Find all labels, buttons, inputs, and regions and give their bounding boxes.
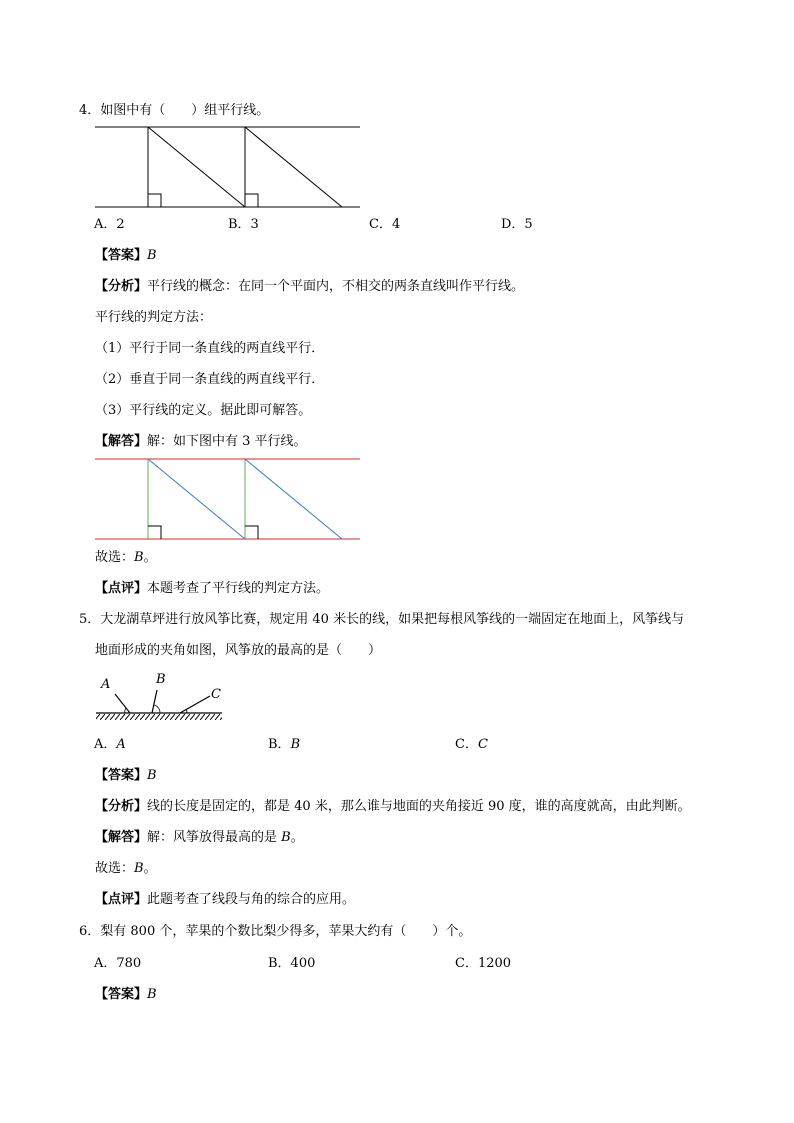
- option-prefix: B．: [268, 737, 291, 752]
- answer-value: B: [147, 248, 157, 263]
- q4-option-d: D．5: [501, 217, 533, 232]
- q5-choose: [95, 861, 157, 877]
- option-value: C: [477, 737, 488, 752]
- q5-ground-hatch: [96, 714, 222, 720]
- comment-text: 本题考查了平行线的判定方法。: [147, 581, 330, 596]
- q5-kite-line-c: [180, 696, 210, 713]
- solution-tag: 【解答】: [95, 434, 148, 449]
- q5-solution: [95, 830, 304, 846]
- choose-value: B: [134, 861, 144, 876]
- choose-suffix: 。: [143, 861, 157, 876]
- comment-tag: 【点评】: [95, 892, 148, 907]
- q6-option-a: A．780: [94, 956, 142, 971]
- solution-text: 解：如下图中有 3 平行线。: [147, 434, 307, 449]
- solution-value: B: [281, 830, 291, 845]
- q5-kite-line-b: [152, 690, 157, 713]
- q5-fig-label-a: A: [101, 677, 111, 692]
- q4-stem: 4．如图中有（ ）组平行线。: [79, 103, 270, 118]
- choose-value: B: [134, 550, 144, 565]
- q5-analysis: [95, 799, 691, 815]
- q5-angle-a: [125, 708, 126, 713]
- option-value: B: [290, 737, 301, 752]
- q5-angle-b: [154, 705, 160, 713]
- q4-method-3: （3）平行线的定义。据此即可解答。: [95, 403, 312, 418]
- comment-text: 此题考查了线段与角的综合的应用。: [147, 892, 356, 907]
- option-prefix: A．: [94, 737, 117, 752]
- solution-suffix: 。: [290, 830, 304, 845]
- q6-answer: [95, 987, 157, 1003]
- answer-tag: 【答案】: [95, 768, 148, 783]
- q5-option-a: [94, 737, 126, 753]
- q6-stem: 6．梨有 800 个，苹果的个数比梨少得多，苹果大约有（ ）个。: [79, 924, 472, 939]
- analysis-text: 线的长度是固定的，都是 40 米，那么谁与地面的夹角接近 90 度，谁的高度就高，由此判断。: [147, 799, 691, 814]
- analysis-tag: 【分析】: [95, 799, 148, 814]
- q5-stem-line2: 地面形成的夹角如图，风筝放的最高的是（ ）: [95, 643, 382, 658]
- analysis-tag: 【分析】: [95, 279, 148, 294]
- q4-option-a: A．2: [94, 217, 125, 232]
- q4-method-title: 平行线的判定方法：: [95, 310, 213, 325]
- option-prefix: C．: [455, 737, 478, 752]
- solution-text: 解：风筝放得最高的是: [147, 830, 282, 845]
- answer-value: B: [147, 987, 157, 1002]
- answer-value: B: [147, 768, 157, 783]
- q4-option-c: C．4: [369, 217, 401, 232]
- q5-option-b: [268, 737, 300, 753]
- comment-tag: 【点评】: [95, 581, 148, 596]
- q4-method-2: （2）垂直于同一条直线的两直线平行．: [95, 372, 325, 387]
- analysis-text: 平行线的概念：在同一个平面内，不相交的两条直线叫作平行线。: [147, 279, 525, 294]
- q5-fig-label-b: B: [156, 672, 166, 687]
- option-value: A: [116, 737, 126, 752]
- solution-tag: 【解答】: [95, 830, 148, 845]
- q5-option-c: [455, 737, 488, 753]
- q4-option-b: B．3: [228, 217, 259, 232]
- q6-option-c: C．1200: [455, 956, 512, 971]
- q5-answer: [95, 768, 157, 784]
- q4-method-1: （1）平行于同一条直线的两直线平行．: [95, 341, 325, 356]
- q5-comment: [95, 892, 355, 908]
- answer-tag: 【答案】: [95, 248, 148, 263]
- q5-stem-line1: 5．大龙湖草坪进行放风筝比赛，规定用 40 米长的线，如果把每根风筝线的一端固定在地面上，风筝线与: [79, 612, 685, 627]
- q6-option-b: B．400: [268, 956, 316, 971]
- answer-tag: 【答案】: [95, 987, 148, 1002]
- q5-kite-line-a: [115, 694, 130, 713]
- choose-prefix: 故选：: [95, 861, 135, 876]
- choose-suffix: 。: [143, 550, 157, 565]
- choose-prefix: 故选：: [95, 550, 135, 565]
- q5-fig-label-c: C: [211, 687, 221, 702]
